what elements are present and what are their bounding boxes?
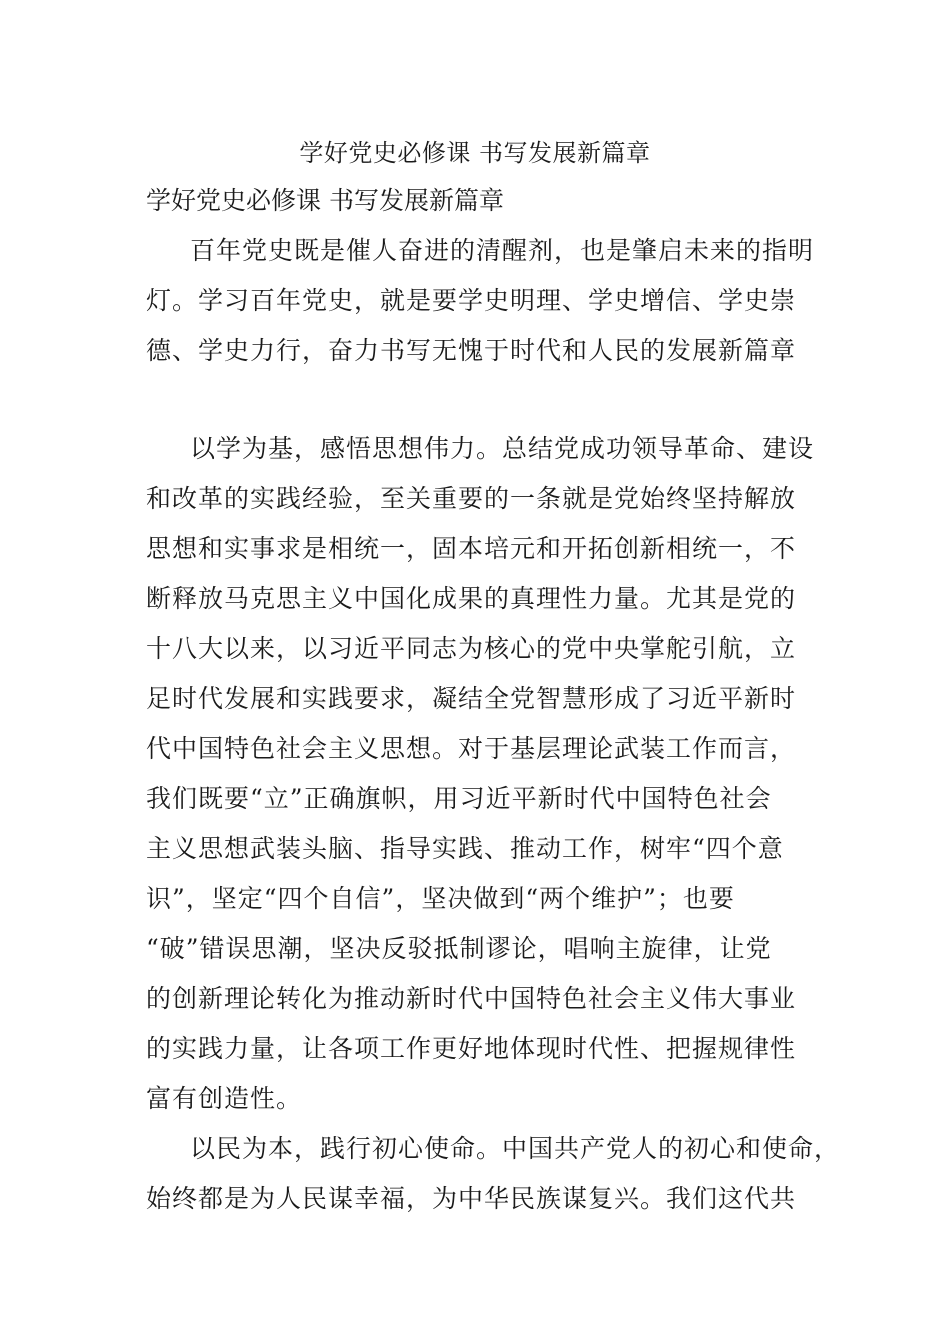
paragraph-line: 足时代发展和实践要求，凝结全党智慧形成了习近平新时 xyxy=(146,684,797,713)
paragraph-line: 断释放马克思主义中国化成果的真理性力量。尤其是党的 xyxy=(146,584,797,613)
paragraph-line: “破”错误思潮，坚决反驳抵制谬论，唱响主旋律，让党 xyxy=(146,934,772,963)
paragraph-line: 灯。学习百年党史，就是要学史明理、学史增信、学史崇 xyxy=(146,286,797,315)
paragraph-line: 德、学史力行，奋力书写无愧于时代和人民的发展新篇章 xyxy=(146,336,797,365)
paragraph-line: 的创新理论转化为推动新时代中国特色社会主义伟大事业 xyxy=(146,984,797,1013)
paragraph-line: 我们既要“立”正确旗帜，用习近平新时代中国特色社会 xyxy=(146,784,772,813)
paragraph-line: 十八大以来，以习近平同志为核心的党中央掌舵引航，立 xyxy=(146,634,797,663)
paragraph-line: 百年党史既是催人奋进的清醒剂，也是肇启未来的指明 xyxy=(190,236,815,265)
paragraph-line: 以民为本，践行初心使命。中国共产党人的初心和使命， xyxy=(190,1134,841,1163)
paragraph-line: 识”，坚定“四个自信”，坚决做到“两个维护”；也要 xyxy=(146,884,735,913)
paragraph-line: 以学为基，感悟思想伟力。总结党成功领导革命、建设 xyxy=(190,434,815,463)
document-title: 学好党史必修课 书写发展新篇章 xyxy=(299,139,651,167)
paragraph-line: 始终都是为人民谋幸福，为中华民族谋复兴。我们这代共 xyxy=(146,1184,797,1213)
paragraph-line: 主义思想武装头脑、指导实践、推动工作，树牢“四个意 xyxy=(146,834,784,863)
paragraph-line: 思想和实事求是相统一，固本培元和开拓创新相统一，不 xyxy=(146,534,797,563)
document-heading: 学好党史必修课 书写发展新篇章 xyxy=(146,186,504,215)
paragraph-line: 富有创造性。 xyxy=(146,1084,303,1113)
paragraph-line: 的实践力量，让各项工作更好地体现时代性、把握规律性 xyxy=(146,1034,797,1063)
paragraph-line: 代中国特色社会主义思想。对于基层理论武装工作而言， xyxy=(146,734,797,763)
paragraph-line: 和改革的实践经验，至关重要的一条就是党始终坚持解放 xyxy=(146,484,797,513)
